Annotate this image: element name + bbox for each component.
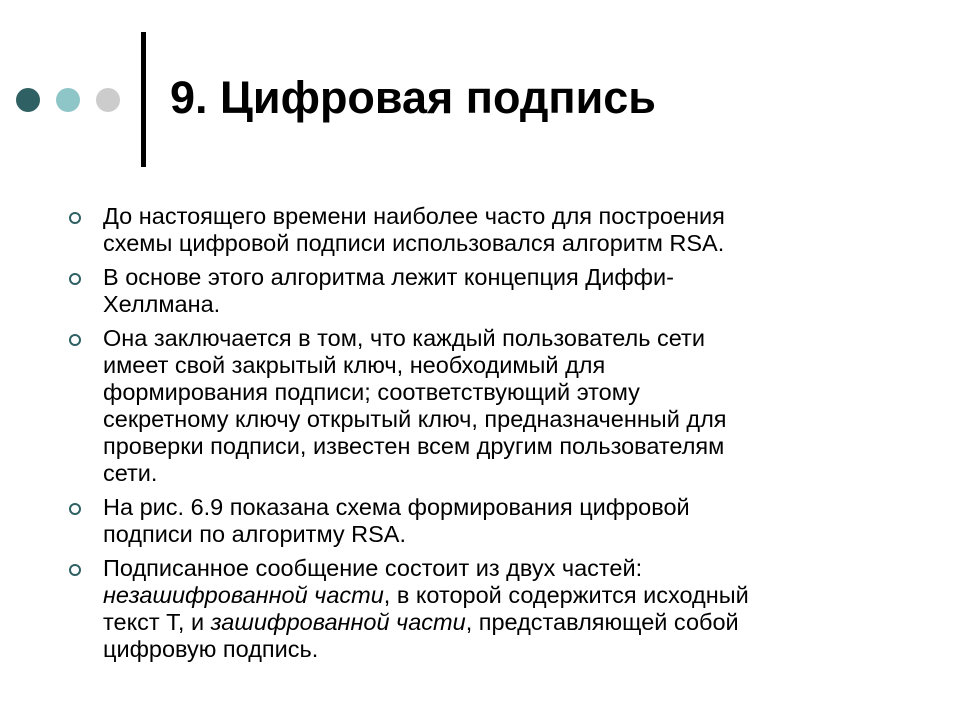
text-line [0, 609, 960, 636]
text-line [0, 406, 960, 433]
text: имеет свой закрытый ключ, необходимый для [103, 352, 606, 378]
bullet-item [0, 203, 960, 257]
bullet-ring-icon [69, 503, 81, 515]
bullet-ring-icon [69, 273, 81, 285]
bullet-item [0, 264, 960, 318]
text: До настоящего времени наиболее часто для построения [103, 203, 725, 229]
text: На рис. 6.9 показана схема формирования цифровой [103, 494, 690, 520]
text: сети. [103, 460, 158, 486]
text-line [0, 460, 960, 487]
text-line [0, 555, 960, 582]
text-line [0, 352, 960, 379]
decor-dot-dark [16, 88, 40, 112]
bullet-item [0, 325, 960, 487]
title-divider [141, 32, 146, 167]
text-line [0, 582, 960, 609]
text: Хеллмана. [103, 291, 221, 317]
text: В основе этого алгоритма лежит концепция Диффи- [103, 264, 674, 290]
bullet-ring-icon [69, 212, 81, 224]
text: Подписанное сообщение состоит из двух частей: [103, 555, 643, 581]
text: подписи по алгоритму RSA. [103, 521, 406, 547]
slide-title: 9. Цифровая подпись [170, 72, 656, 123]
text-line [0, 521, 960, 548]
text: , в которой содержится исходный [383, 582, 749, 608]
slide-body [0, 203, 960, 670]
decor-dot-gray [96, 88, 120, 112]
text-line [0, 203, 960, 230]
text: секретному ключу открытый ключ, предназначенный для [103, 406, 727, 432]
decor-dot-teal [56, 88, 80, 112]
text: схемы цифровой подписи использовался алгоритм RSA. [103, 230, 725, 256]
text: Она заключается в том, что каждый пользователь сети [103, 325, 705, 351]
text: , представляющей собой [465, 609, 739, 635]
text-line [0, 264, 960, 291]
italic-text: зашифрованной части [210, 609, 466, 635]
text-line [0, 230, 960, 257]
text-line [0, 379, 960, 406]
text-line [0, 291, 960, 318]
text-line [0, 494, 960, 521]
italic-text: незашифрованной части [103, 582, 384, 608]
text: формирования подписи; соответствующий этому [103, 379, 640, 405]
bullet-item [0, 555, 960, 663]
text: текст Т, и [103, 609, 211, 635]
text: цифровую подпись. [103, 636, 319, 662]
text-line [0, 636, 960, 663]
text-line [0, 433, 960, 460]
bullet-ring-icon [69, 564, 81, 576]
bullet-ring-icon [69, 334, 81, 346]
bullet-item [0, 494, 960, 548]
text: проверки подписи, известен всем другим пользователям [103, 433, 725, 459]
text-line [0, 325, 960, 352]
